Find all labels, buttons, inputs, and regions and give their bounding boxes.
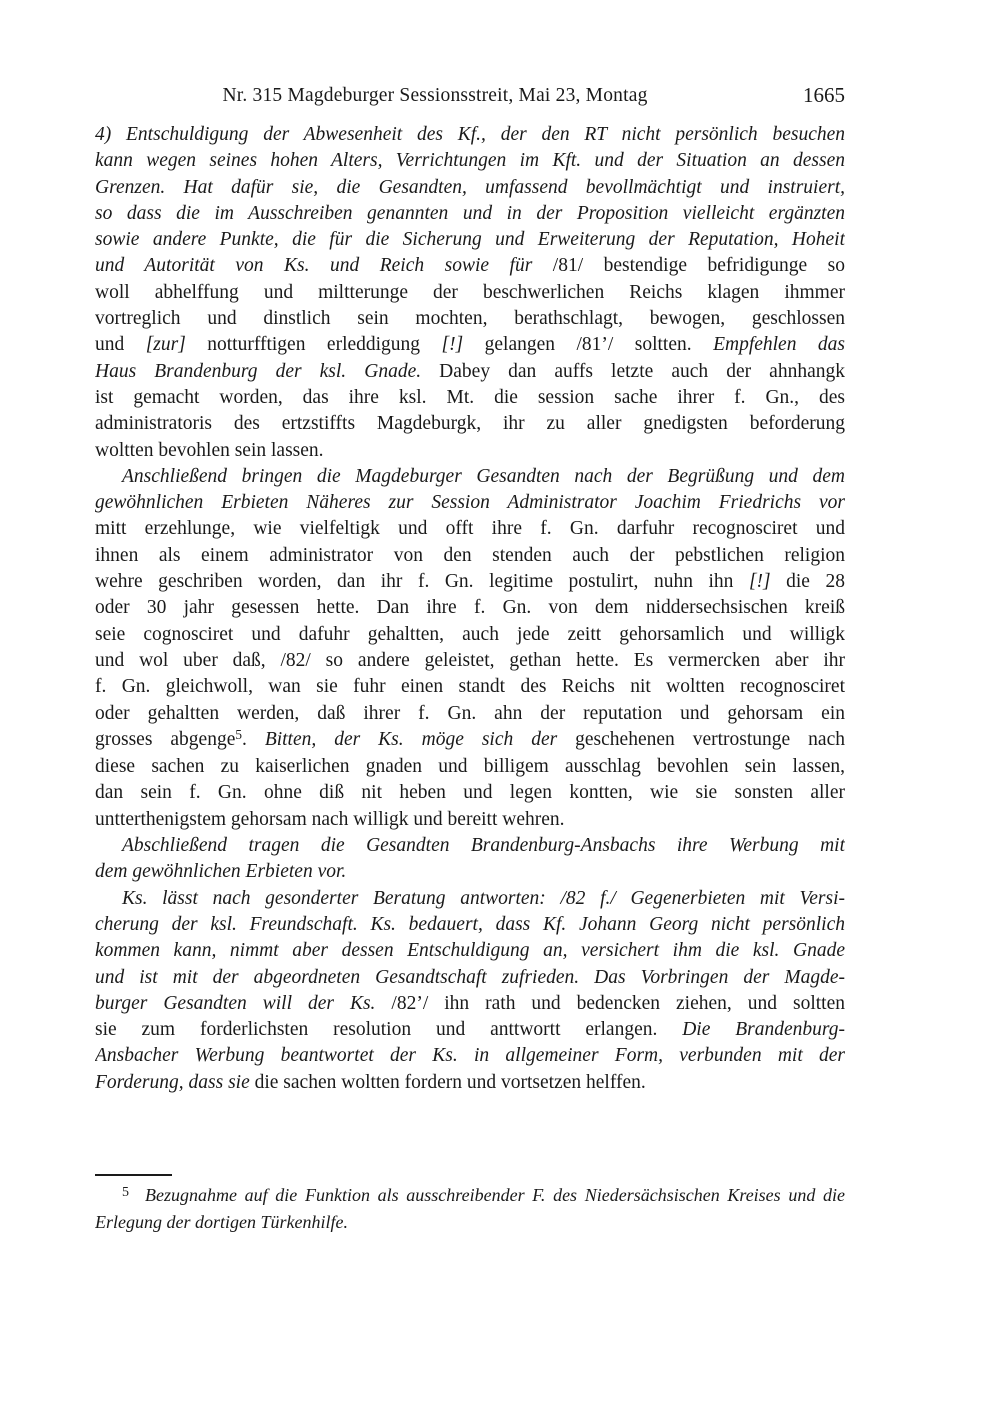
text-line: Grenzen. Hat dafür sie, die Gesandten, umfassend bevollmächtigt und instruiert,: [95, 176, 845, 198]
page-number: 1665: [803, 83, 845, 107]
text-body: [95, 122, 845, 1096]
text-line: untterthenigstem gehorsam nach willigk und bereitt wehren.: [95, 808, 565, 830]
footnote-rule: [95, 1174, 172, 1176]
text-line: oder gehaltten werden, daß ihrer f. Gn. ahn der reputation und gehorsam ein: [95, 702, 845, 724]
running-head-title: Nr. 315 Magdeburger Sessionsstreit, Mai 23, Montag: [222, 85, 648, 106]
text-line: kann wegen seines hohen Alters, Verrichtungen im Kft. und der Situation an dessen: [95, 150, 845, 172]
text-line: und [zur] notturfftigen erleddigung [!] gelangen /81’/ soltten. Empfehlen das: [95, 334, 845, 356]
text-line: Haus Brandenburg der ksl. Gnade. Dabey dan auffs letzte auch der ahnhangk: [95, 360, 845, 382]
paragraph: [95, 122, 845, 464]
text-line: ist gemacht worden, das ihre ksl. Mt. die session sache ihrer f. Gn., des: [95, 386, 845, 408]
text-line: diese sachen zu kaiserlichen gnaden und billigem ausschlag bevohlen sein lassen,: [95, 756, 845, 778]
text-line: dem gewöhnlichen Erbieten vor.: [95, 861, 347, 883]
text-line: vortreglich und dinstlich sein mochten, berathschlagt, bewogen, geschlossen: [95, 308, 845, 330]
text-line: Anschließend bringen die Magdeburger Gesandten nach der Begrüßung und dem: [122, 465, 845, 487]
text-line: und Autorität von Ks. und Reich sowie für /81/ bestendige befridigunge so: [95, 255, 845, 277]
text-line: $^5$ Bezugnahme auf die Funktion als ausschreibender F. des Niedersächsischen Kreises und die: [122, 1184, 845, 1205]
footnote: [95, 1183, 845, 1235]
text-line: kommen kann, nimmt aber dessen Entschuldigung an, versichert ihm die ksl. Gnade: [95, 940, 845, 962]
text-line: sie zum forderlichsten resolution und anttwortt erlangen. Die Brandenburg-: [95, 1019, 845, 1041]
text-line: woltten bevohlen sein lassen.: [95, 439, 324, 461]
text-line: grosses abgenge$^5$. Bitten, der Ks. möge sich der geschehenen vertrostunge nach: [95, 726, 845, 750]
text-line: f. Gn. gleichwoll, wan sie fuhr einen standt des Reichs nit woltten recognosciret: [95, 676, 845, 698]
paragraph: [95, 464, 845, 833]
footnote-block: [95, 1174, 845, 1235]
text-line: ihnen als einem administrator von den stenden auch der pebstlichen religion: [95, 544, 845, 566]
footnote-marker: 5: [122, 1184, 130, 1201]
paragraph: [95, 833, 845, 886]
text-line: woll abhelffung und miltterunge der beschwerlichen Reichs klagen ihmmer: [95, 281, 845, 303]
text-line: sowie andere Punkte, die für die Sicherung und Erweiterung der Reputation, Hoheit: [95, 229, 845, 251]
text-line: dan sein f. Gn. ohne diß nit heben und legen kontten, wie sie sonsten aller: [95, 782, 845, 804]
text-line: mitt erzehlunge, wie vielfeltigk und offt ihre f. Gn. darfuhr recognosciret und: [95, 518, 845, 540]
text-line: Abschließend tragen die Gesandten Brandenburg-Ansbachs ihre Werbung mit: [122, 835, 845, 857]
text-line: burger Gesandten will der Ks. /82’/ ihn rath und bedencken ziehen, und soltten: [95, 992, 845, 1014]
text-line: oder 30 jahr gesessen hette. Dan ihre f. Gn. von dem niddersechsischen kreiß: [95, 597, 845, 619]
text-block: [95, 0, 845, 1235]
text-line: cherung der ksl. Freundschaft. Ks. bedauert, dass Kf. Johann Georg nicht persönlich: [95, 913, 845, 935]
text-line: Forderung, dass sie die sachen woltten fordern und vortsetzen helffen.: [95, 1071, 646, 1093]
text-line: seie cognosciret und dafuhr gehaltten, auch jede zeitt gehorsamlich und willigk: [95, 623, 845, 645]
text-line: wehre geschriben worden, dan ihr f. Gn. legitime postulirt, nuhn ihn [!] die 28: [95, 571, 845, 593]
text-line: und ist mit der abgeordneten Gesandtschaft zufrieden. Das Vorbringen der Magde-: [95, 966, 845, 988]
text-line: gewöhnlichen Erbieten Näheres zur Session Administrator Joachim Friedrichs vor: [95, 492, 845, 514]
paragraph: [95, 886, 845, 1096]
text-line: und wol uber daß, /82/ so andere geleistet, gethan hette. Es vermercken aber ihr: [95, 649, 845, 671]
text-line: 4) Entschuldigung der Abwesenheit des Kf., der den RT nicht persönlich besuchen: [95, 124, 845, 145]
footnote-marker: 5: [235, 726, 242, 742]
running-head: [95, 0, 845, 109]
text-line: Ansbacher Werbung beantwortet der Ks. in allgemeiner Form, verbunden mit der: [95, 1045, 845, 1067]
text-line: so dass die im Ausschreiben genannten und in der Proposition vielleicht ergänzten: [95, 202, 845, 224]
text-line: administratoris des ertzstiffts Magdeburgk, ihr zu aller gnedigsten beforderung: [95, 413, 845, 435]
text-line: Ks. lässt nach gesonderter Beratung antworten: /82 f./ Gegenerbieten mit Versi-: [122, 887, 845, 909]
text-line: Erlegung der dortigen Türkenhilfe.: [95, 1211, 348, 1232]
